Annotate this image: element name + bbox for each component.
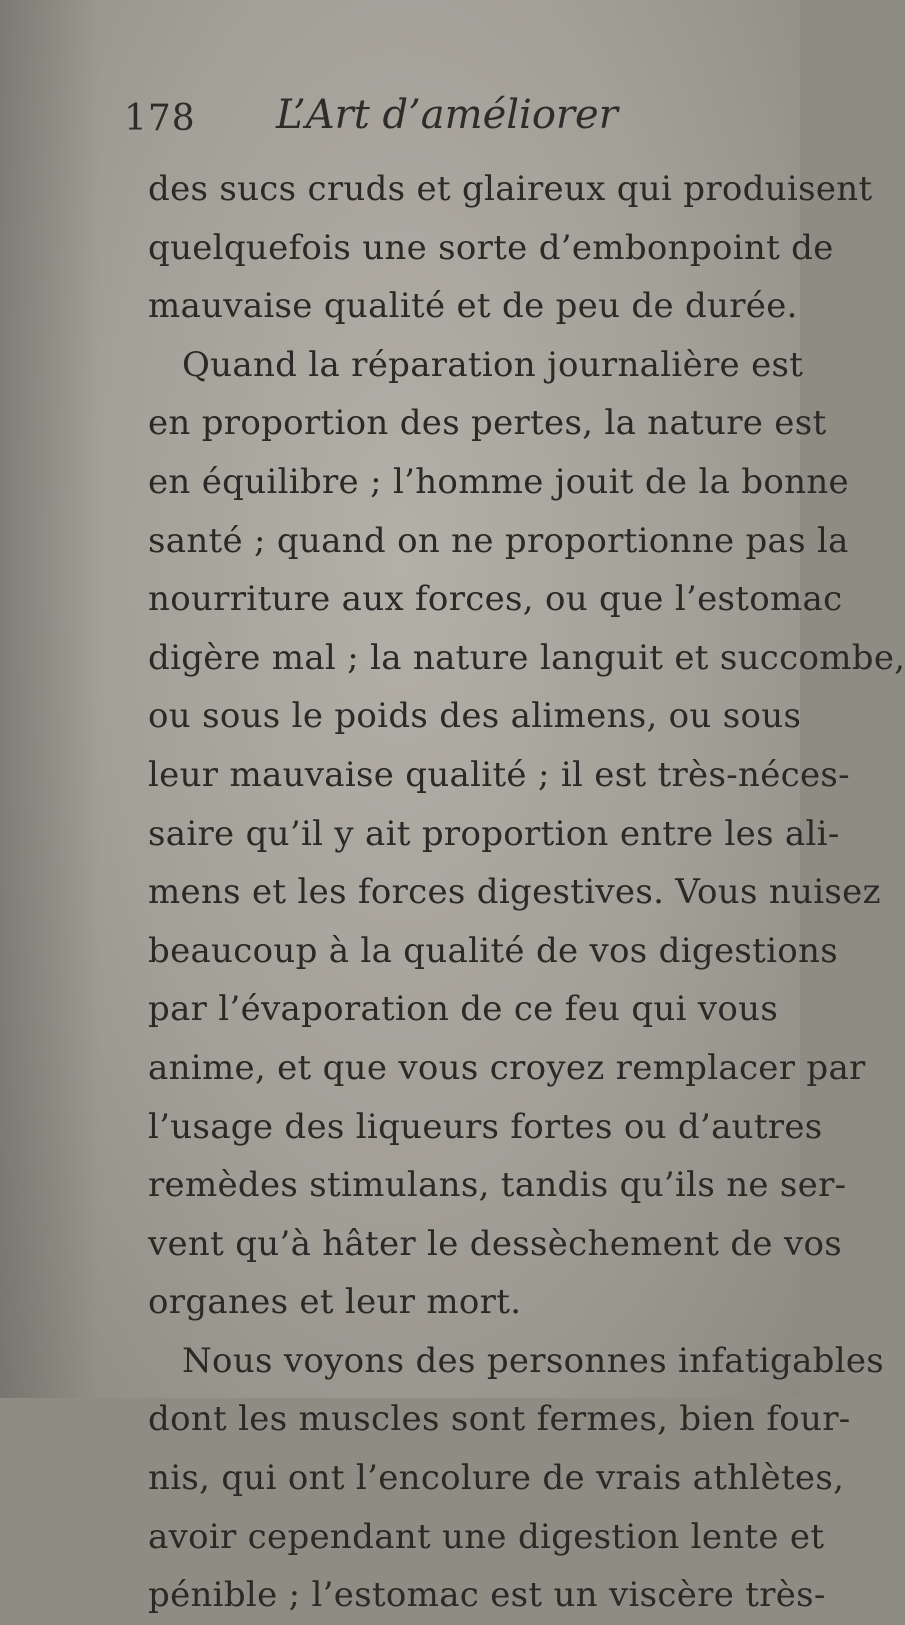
text-line: vent qu’à hâter le dessèchement de vos	[148, 1223, 842, 1264]
running-title: L’Art d’améliorer	[276, 92, 618, 138]
text-line: l’usage des liqueurs fortes ou d’autres	[148, 1106, 823, 1147]
text-line: remèdes stimulans, tandis qu’ils ne ser-	[148, 1165, 847, 1206]
text-line: en équilibre ; l’homme jouit de la bonne	[148, 461, 849, 502]
page-header	[124, 92, 684, 142]
text-line: pénible ; l’estomac est un viscère très-	[148, 1575, 826, 1616]
text-line: Quand la réparation journalière est	[182, 344, 804, 385]
page-number: 178	[124, 98, 196, 139]
text-line: santé ; quand on ne proportionne pas la	[148, 520, 849, 561]
text-line: avoir cependant une digestion lente et	[148, 1516, 825, 1557]
text-line: ou sous le poids des alimens, ou sous	[148, 696, 802, 737]
text-line: des sucs cruds et glaireux qui produisent	[148, 169, 873, 209]
text-line: mens et les forces digestives. Vous nuisez	[148, 872, 881, 913]
text-line: nourriture aux forces, ou que l’estomac	[148, 579, 843, 620]
text-line: par l’évaporation de ce feu qui vous	[148, 989, 779, 1030]
text-line: nis, qui ont l’encolure de vrais athlètes,	[148, 1458, 845, 1499]
body-text	[148, 160, 905, 1625]
text-line: dont les muscles sont fermes, bien four-	[148, 1399, 851, 1440]
text-line: beaucoup à la qualité de vos digestions	[148, 930, 838, 971]
text-line: digère mal ; la nature languit et succombe,	[148, 637, 905, 678]
text-line: saire qu’il y ait proportion entre les ali-	[148, 813, 840, 854]
text-line: quelquefois une sorte d’embonpoint de	[148, 227, 834, 268]
text-line: organes et leur mort.	[148, 1282, 522, 1323]
text-line: anime, et que vous croyez remplacer par	[148, 1047, 866, 1088]
text-line: Nous voyons des personnes infatigables	[182, 1340, 885, 1381]
text-line: en proportion des pertes, la nature est	[148, 403, 827, 444]
text-line: mauvaise qualité et de peu de durée.	[148, 286, 798, 327]
text-line: leur mauvaise qualité ; il est très-néces-	[148, 754, 850, 795]
